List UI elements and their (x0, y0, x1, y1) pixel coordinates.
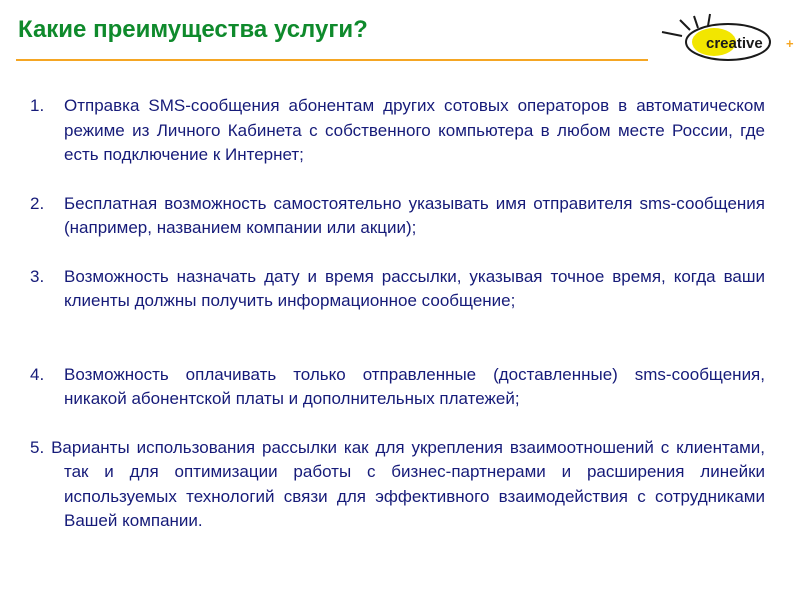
list-item-number: 2. (30, 193, 45, 213)
list-item-number: 1. (30, 96, 45, 115)
title-underline (16, 59, 648, 61)
list-item-text: Возможность оплачивать только отправленные (доставленные) sms-сообщения, никакой абонентской платы и дополнительных платежей; (64, 364, 765, 408)
slide-title: Какие преимущества услуги? (18, 16, 368, 43)
list-item (30, 265, 765, 314)
list-item-number: 3. (30, 266, 45, 286)
list-item (30, 192, 765, 241)
list-item (30, 94, 765, 168)
list-item-text: Варианты использования рассылки как для укрепления взаимоотношений с клиентами, так и для оптимизации работы с бизнес-партнерами и расширения линейки используемых технологий связи для эффективного взаимодействия с сотрудниками Вашей компании. (51, 437, 765, 530)
list-item-number: 4. (30, 364, 45, 384)
logo-plus-icon: + (786, 36, 794, 51)
benefits-list (30, 94, 765, 534)
list-item (30, 363, 765, 412)
creative-logo (658, 8, 800, 66)
list-item-text: Возможность назначать дату и время рассылки, указывая точное время, когда ваши клиенты должны получить информационное сообщение; (64, 266, 765, 310)
list-item-text: Бесплатная возможность самостоятельно указывать имя отправителя sms-сообщения (например, названием компании или акции); (64, 193, 765, 237)
list-item (30, 436, 765, 534)
list-item-text: Отправка SMS-сообщения абонентам других сотовых операторов в автоматическом режиме из Личного Кабинета с собственного компьютера в любом месте России, где есть подключение к Интернет; (64, 96, 765, 164)
logo-text: creative (706, 35, 763, 52)
list-item-number: 5. (30, 437, 52, 457)
